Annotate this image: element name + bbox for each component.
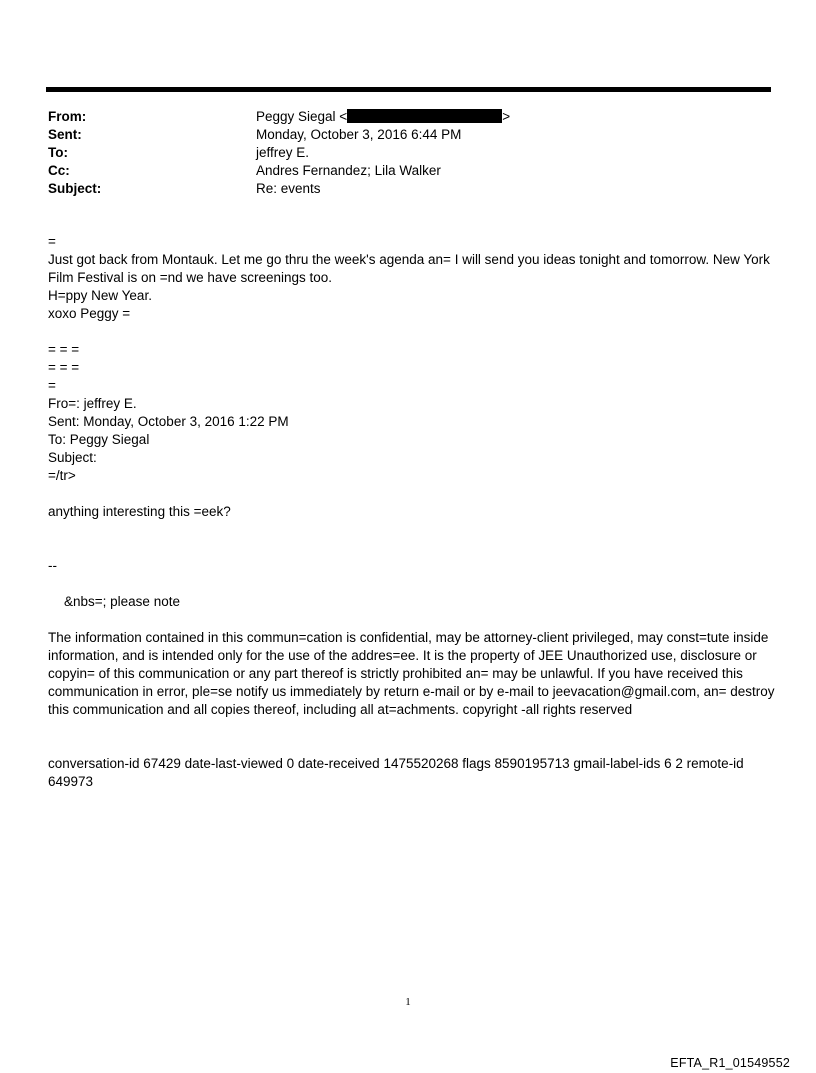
body-line: = = = [48,342,80,357]
sent-row [48,126,768,144]
from-value [256,108,768,126]
spacer [48,575,778,593]
subject-row [48,180,768,198]
subject-value: Re: events [256,181,321,196]
redaction-box [347,109,502,123]
signature-separator: -- [48,558,57,573]
quoted-from: Fro=: jeffrey E. [48,396,137,411]
quoted-subject: Subject: [48,450,97,465]
cc-label: Cc: [48,163,70,178]
quoted-message: anything interesting this =eek? [48,504,231,519]
quoted-sent: Sent: Monday, October 3, 2016 1:22 PM [48,414,289,429]
spacer [48,485,778,503]
body-line: = [48,234,56,249]
notice-heading: &nbs=; please note [64,594,180,609]
body-line: =/tr> [48,468,76,483]
cc-row [48,162,768,180]
quoted-to: To: Peggy Siegal [48,432,150,447]
sent-label: Sent: [48,127,82,142]
from-name: Peggy Siegal < [256,109,348,124]
page-number: 1 [405,996,411,1008]
sent-value: Monday, October 3, 2016 6:44 PM [256,127,462,142]
signature-line: xoxo Peggy = [48,306,131,321]
body-line: H=ppy New Year. [48,288,152,303]
header-rule [46,87,771,92]
spacer [48,611,778,629]
to-value: jeffrey E. [256,145,310,160]
spacer [48,719,778,755]
subject-label: Subject: [48,181,102,196]
to-row [48,144,768,162]
body-paragraph: Just got back from Montauk. Let me go thru the week's agenda an= I will send you ideas tonight and tomorrow. New York Film Festival is on =nd we have screenings too. [48,252,770,285]
metadata-line: conversation-id 67429 date-last-viewed 0 date-received 1475520268 flags 8590195713 gmail-label-ids 6 2 remote-id 649973 [48,756,744,789]
email-body [48,233,778,791]
body-line: = [48,378,56,393]
spacer [48,323,778,341]
confidentiality-notice: The information contained in this commun=cation is confidential, may be attorney-client privileged, may const=tute inside information, and is intended only for the use of the addres=ee. It is the property of JEE Unauthorized use, disclosure or copyin= of this communication or any part thereof is strictly prohibited an= may be unlawful. If you have received this communication in error, ple=se notify us immediately by return e-mail or by e-mail to jeevacation@gmail.com, an= destroy this communication and all copies thereof, including all at=achments. copyright -all rights reserved [48,630,775,717]
from-row [48,108,768,126]
spacer [48,521,778,557]
email-header [48,108,768,198]
body-line: = = = [48,360,80,375]
from-label: From: [48,109,87,124]
document-id: EFTA_R1_01549552 [670,1056,790,1070]
from-close: > [502,109,511,124]
cc-value: Andres Fernandez; Lila Walker [256,163,441,178]
to-label: To: [48,145,68,160]
